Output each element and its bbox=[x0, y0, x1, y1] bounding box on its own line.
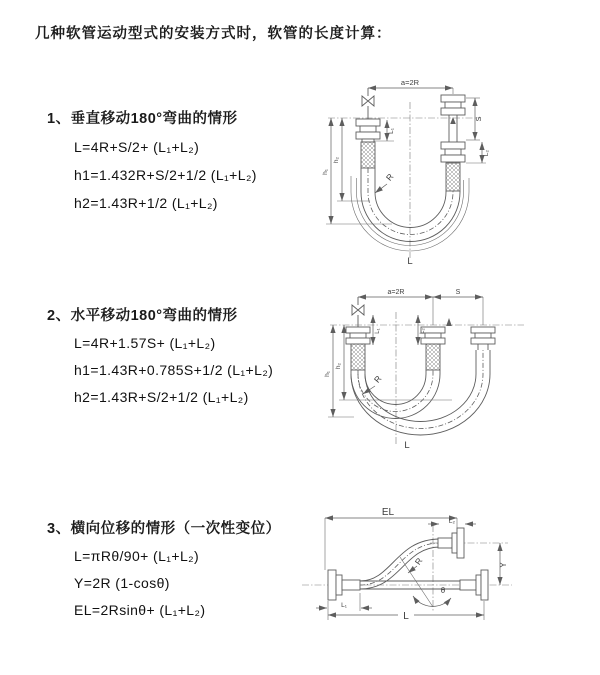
dim-l2 bbox=[428, 518, 476, 525]
angle-label: θ bbox=[440, 586, 446, 595]
section-3-heading: 3、横向位移的情形（一次性变位） bbox=[47, 521, 281, 537]
dim-y bbox=[499, 543, 508, 585]
dim-h1-label: h₁ bbox=[322, 169, 329, 175]
section-2-heading: 2、水平移动180°弯曲的情形 bbox=[47, 308, 238, 324]
dim-a-2r bbox=[358, 289, 433, 297]
diagram-vertical-180 bbox=[312, 76, 592, 271]
length-label: L bbox=[404, 440, 410, 451]
centerlines bbox=[330, 297, 524, 444]
upper-flange bbox=[438, 528, 464, 558]
dim-h2-label: h₂ bbox=[333, 156, 340, 164]
dim-el-label: EL bbox=[381, 507, 395, 518]
length-label: L bbox=[407, 256, 413, 267]
length-label: L bbox=[403, 611, 409, 622]
section-1 bbox=[47, 107, 257, 212]
formula-y: Y=2R (1-cosθ) bbox=[74, 575, 170, 591]
formula-length: L=4R+S/2+ (L₁+L₂) bbox=[74, 139, 200, 155]
dim-l2 bbox=[466, 142, 490, 163]
radius-callout bbox=[375, 172, 396, 193]
dim-l bbox=[328, 601, 484, 622]
dim-s bbox=[466, 98, 483, 140]
dim-s-label: S bbox=[455, 289, 461, 296]
section-2 bbox=[47, 304, 273, 406]
angle-construction bbox=[400, 557, 451, 607]
radius-label: R bbox=[383, 171, 396, 183]
dim-l2-label: L₂ bbox=[483, 149, 490, 157]
section-1-heading: 1、垂直移动180°弯曲的情形 bbox=[47, 111, 238, 127]
right-flange bbox=[460, 570, 488, 600]
radius-label: R bbox=[371, 373, 384, 385]
dim-l1-label: L₁ bbox=[388, 128, 395, 134]
dim-l1 bbox=[316, 593, 372, 611]
hose-position-2 bbox=[351, 350, 490, 435]
formula-h2: h2=1.43R+1/2 (L₁+L₂) bbox=[74, 195, 218, 211]
right-pipe-fitting bbox=[471, 327, 495, 350]
dim-l1-label: L₁ bbox=[375, 328, 381, 334]
middle-pipe-fitting bbox=[421, 318, 452, 370]
formula-h1: h1=1.43R+0.785S+1/2 (L₁+L₂) bbox=[74, 362, 274, 378]
valve-icon bbox=[362, 88, 374, 119]
left-pipe-fitting bbox=[356, 119, 380, 168]
formula-el: EL=2Rsinθ+ (L₁+L₂) bbox=[74, 602, 206, 618]
dim-l1 bbox=[373, 315, 381, 345]
left-pipe-fitting bbox=[346, 327, 370, 370]
page-title: 几种软管运动型式的安装方式时，软管的长度计算： bbox=[35, 26, 392, 42]
dim-h1-label: h₁ bbox=[324, 371, 331, 377]
dim-el bbox=[325, 507, 457, 570]
dim-l1-label: L₁ bbox=[341, 602, 347, 609]
diagram-lateral-displacement bbox=[300, 503, 600, 648]
dim-s bbox=[433, 289, 483, 297]
dim-a-label: a=2R bbox=[400, 78, 420, 87]
dim-l2-label: L₂ bbox=[448, 518, 456, 525]
hose-position-1 bbox=[361, 168, 460, 242]
dim-a-2r bbox=[368, 78, 453, 94]
formula-length: L=πRθ/90+ (L₁+L₂) bbox=[74, 548, 200, 564]
dim-l2-label: L₂ bbox=[420, 328, 426, 334]
move-arrow bbox=[446, 318, 452, 326]
section-3 bbox=[47, 517, 281, 619]
curved-hose bbox=[360, 539, 440, 589]
formula-h2: h2=1.43R+S/2+1/2 (L₁+L₂) bbox=[74, 389, 249, 405]
valve-icon bbox=[352, 297, 364, 327]
dim-s-label: S bbox=[474, 116, 483, 122]
dim-a-label: a=2R bbox=[387, 289, 405, 296]
formula-length: L=4R+1.57S+ (L₁+L₂) bbox=[74, 335, 216, 351]
hose-position-1 bbox=[351, 370, 440, 419]
diagram-horizontal-180 bbox=[312, 286, 592, 458]
dim-y-label: Y bbox=[499, 562, 508, 568]
dim-h2-label: h₂ bbox=[335, 362, 342, 370]
formula-h1: h1=1.432R+S/2+1/2 (L₁+L₂) bbox=[74, 167, 257, 183]
radius-label: R bbox=[412, 555, 425, 567]
right-pipe-fitting bbox=[441, 95, 465, 191]
left-flange bbox=[328, 570, 360, 600]
radius-callout bbox=[408, 556, 424, 573]
